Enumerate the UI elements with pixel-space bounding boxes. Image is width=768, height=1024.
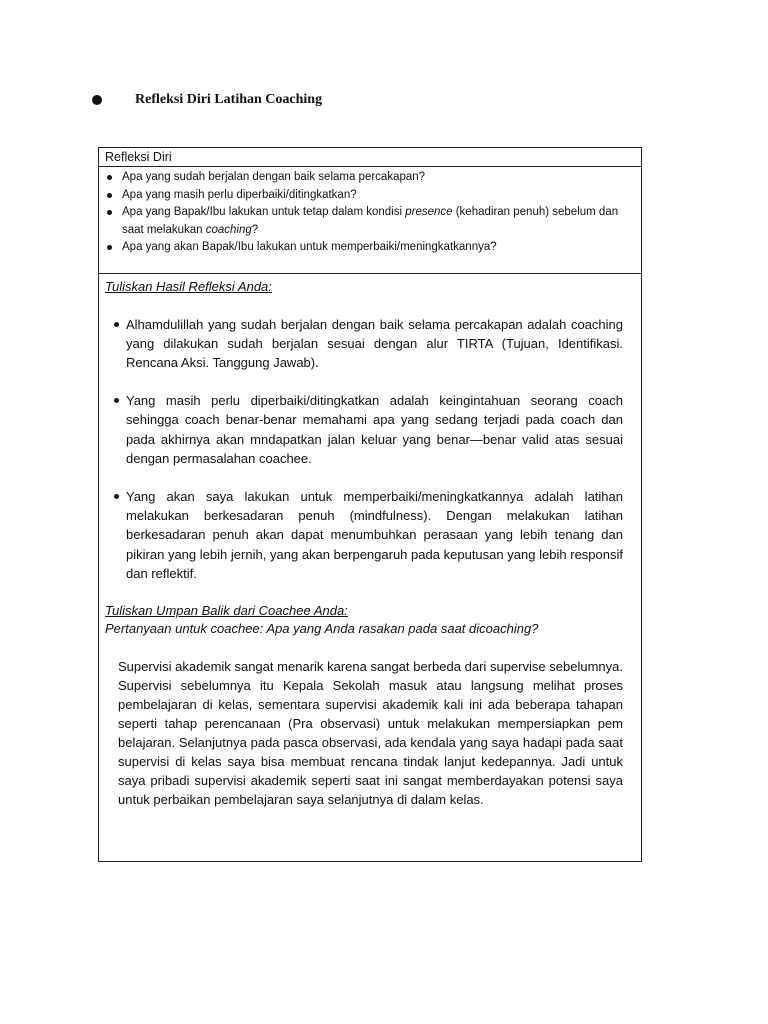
question-term: coaching xyxy=(205,223,252,236)
question-text: Apa yang Bapak/Ibu lakukan untuk tetap dalam kondisi xyxy=(122,206,406,219)
reflection-label xyxy=(105,278,623,297)
question-list xyxy=(105,169,633,257)
reflection-table xyxy=(98,147,642,862)
table-title: Refleksi Diri xyxy=(99,148,641,167)
question-item: Apa yang sudah berjalan dengan baik selama percakapan? xyxy=(105,169,633,187)
feedback-label xyxy=(105,602,623,621)
question-text: (kehadiran penuh) sebelum dan saat melakukan xyxy=(122,206,619,236)
question-item xyxy=(105,204,633,239)
answers-row xyxy=(99,274,641,809)
question-term: presence xyxy=(405,206,453,219)
questions-row xyxy=(99,167,641,274)
question-item: Apa yang akan Bapak/Ibu lakukan untuk memperbaiki/meningkatkannya? xyxy=(105,239,633,257)
feedback-text: Supervisi akademik sangat menarik karena sangat berbeda dari supervise sebelumnya. Supervisi sebelumnya itu Kepala Sekolah masuk atau langsung melihat proses pembelajaran di kelas, sementara supervisi akademik kali ini ada beberapa tahapan seperti tahap perencanaan (Pra observasi) untuk melakukan mempersiapkan pem belajaran. Selanjutnya pada pasca observasi, ada kendala yang saya hadapi pada saat supervisi di kelas saya bisa membuat rencana tindak lanjut kedepannya. Jadi untuk saya pribadi supervisi akademik seperti saat ini sangat memberdayakan potensi saya untuk perbaikan pembelajaran saya selanjutnya di dalam kelas. xyxy=(118,658,623,807)
reflection-item: Yang akan saya lakukan untuk memperbaiki/meningkatkannya adalah latihan melakukan berkesadaran penuh (mindfulness). Dengan melakukan latihan berkesadaran penuh akan dapat menumbuhkan perasaan yang lebih tenang dan pikiran yang lebih jernih, yang akan berpengaruh pada keputusan yang lebih responsif dan reflektif. xyxy=(105,487,623,583)
section-heading xyxy=(92,92,322,108)
page-title: Refleksi Diri Latihan Coaching xyxy=(135,92,323,107)
reflection-label-text: Tuliskan Hasil Refleksi Anda: xyxy=(105,279,272,294)
feedback-section xyxy=(105,602,623,809)
reflection-item: Alhamdulillah yang sudah berjalan dengan baik selama percakapan adalah coaching yang dilakukan sudah berjalan sesuai dengan alur TIRTA (Tujuan, Identifikasi. Rencana Aksi. Tanggung Jawab). xyxy=(105,315,623,373)
question-item: Apa yang masih perlu diperbaiki/ditingkatkan? xyxy=(105,187,633,205)
question-text: ? xyxy=(251,223,259,236)
feedback-question: Pertanyaan untuk coachee: Apa yang Anda rasakan pada saat dicoaching? xyxy=(105,621,539,637)
reflection-item: Yang masih perlu diperbaiki/ditingkatkan adalah keingintahuan seorang coach sehingga coach benar-benar memahami apa yang sedang terjadi pada coach dan pada akhirnya akan mndapatkan jalan keluar yang benar—benar valid atas sesuai dengan permasalahan coachee. xyxy=(105,391,623,468)
reflection-list xyxy=(105,315,623,583)
feedback-label-text: Tuliskan Umpan Balik dari Coachee Anda: xyxy=(105,602,348,618)
bullet-icon xyxy=(92,95,102,105)
